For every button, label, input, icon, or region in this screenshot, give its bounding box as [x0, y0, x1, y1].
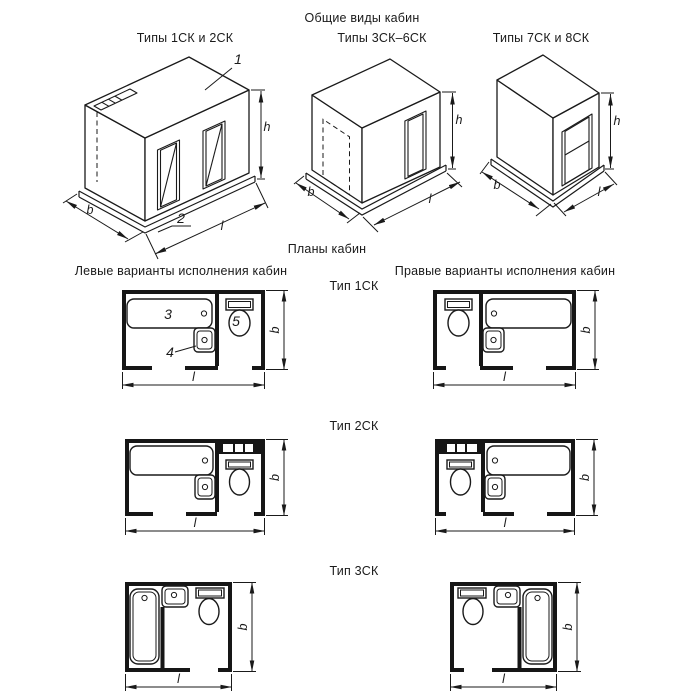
label-type-3sk: Тип 3СК	[329, 564, 379, 578]
dim-l	[433, 370, 576, 389]
iso-view-7sk-8sk	[477, 45, 652, 230]
dim-label-h: h	[613, 114, 621, 128]
dim-l	[122, 370, 265, 389]
dim-label-l: l	[597, 185, 601, 199]
dim-label-b: b	[493, 178, 501, 192]
dim-label-l: l	[428, 192, 432, 206]
title-plans: Планы кабин	[287, 242, 367, 256]
label-right-variants: Правые варианты исполнения кабин	[394, 264, 616, 278]
title-general-views: Общие виды кабин	[304, 11, 420, 25]
plan-1sk-left	[116, 284, 296, 402]
svg-text:b: b	[268, 474, 282, 481]
svg-text:l: l	[502, 672, 505, 686]
dim-b	[558, 582, 581, 672]
dim-l	[125, 672, 232, 691]
dim-l	[435, 516, 575, 535]
svg-text:b: b	[268, 326, 282, 334]
svg-text:l: l	[177, 672, 180, 686]
dim-label-b: b	[307, 185, 315, 199]
dim-b	[577, 290, 599, 370]
svg-text:b: b	[579, 326, 593, 334]
iso-view-1sk-2sk	[60, 48, 275, 263]
dim-label-b: b	[86, 203, 94, 217]
plan-2sk-left	[119, 433, 299, 551]
svg-text:l: l	[503, 516, 507, 530]
svg-text:b: b	[578, 474, 592, 481]
callout-number: 2	[177, 210, 185, 226]
label-types-3sk-6sk: Типы 3СК–6СК	[337, 31, 427, 45]
callout-washbasin	[166, 344, 196, 360]
dim-b	[266, 439, 288, 516]
plan-3sk-right	[444, 576, 624, 698]
dim-label-h: h	[263, 120, 271, 134]
svg-text:l: l	[503, 370, 506, 384]
label-type-2sk: Тип 2СК	[329, 419, 379, 433]
label-left-variants: Левые варианты исполнения кабин	[74, 264, 288, 278]
callout-toilet	[232, 313, 240, 329]
svg-text:b: b	[236, 623, 250, 631]
plan-2sk-right	[429, 433, 609, 551]
svg-text:3: 3	[164, 306, 172, 322]
callout-number: 1	[234, 51, 242, 67]
svg-text:l: l	[192, 370, 195, 384]
iso-view-3sk-6sk	[292, 45, 472, 240]
dim-b	[576, 439, 598, 516]
dim-h	[442, 92, 463, 169]
svg-text:4: 4	[166, 344, 174, 360]
dim-label-l: l	[220, 219, 224, 233]
plan-3sk-left	[119, 576, 299, 698]
label-types-7sk-8sk: Типы 7СК и 8СК	[492, 31, 590, 45]
plan-1sk-right	[427, 284, 607, 402]
dim-h	[601, 93, 621, 169]
svg-text:l: l	[193, 516, 197, 530]
dim-h	[251, 90, 271, 179]
callout-bathtub	[164, 306, 172, 322]
svg-text:5: 5	[232, 313, 240, 329]
dim-b	[233, 582, 256, 672]
label-type-1sk: Тип 1СК	[329, 279, 379, 293]
dim-l	[125, 516, 265, 535]
label-types-1sk-2sk: Типы 1СК и 2СК	[136, 31, 234, 45]
dim-l	[450, 672, 557, 691]
dim-b	[266, 290, 288, 370]
svg-text:b: b	[561, 623, 575, 631]
dim-label-h: h	[455, 113, 463, 127]
